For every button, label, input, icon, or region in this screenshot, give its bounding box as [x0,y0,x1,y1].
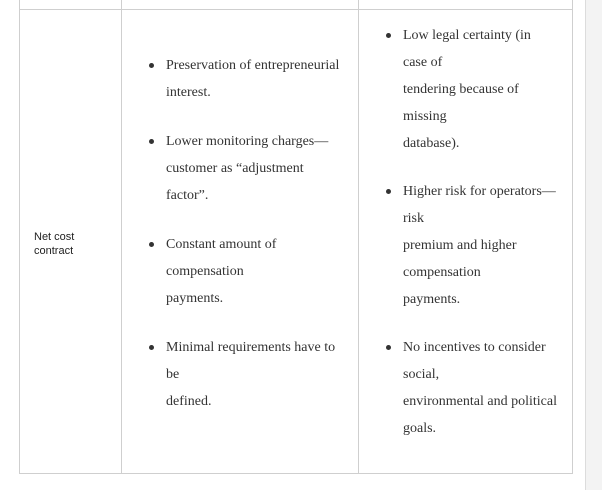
list-item: Constant amount of compensation payments. [166,231,351,312]
table-row-top-border [19,9,573,10]
row-label-net-cost-contract: Net cost contract [34,231,75,257]
list-item: Preservation of entrepreneurial interest. [166,52,351,106]
disadvantages-list [403,22,573,463]
table-border-left [19,0,20,474]
table-divider-1 [121,0,122,474]
list-item: Low legal certainty (in case of tendering because of missing database). [403,22,573,157]
bullet-icon [149,63,154,68]
table-row-bottom-border [19,473,573,474]
advantages-list [166,52,351,437]
list-item: No incentives to consider social, environmental and political goals. [403,334,573,442]
table-divider-2 [358,0,359,474]
list-item: Lower monitoring charges— customer as “adjustment factor”. [166,128,351,209]
bullet-icon [149,242,154,247]
bullet-icon [149,139,154,144]
list-item: Minimal requirements have to be defined. [166,334,351,415]
bullet-icon [386,189,391,194]
bullet-icon [149,345,154,350]
bullet-icon [386,33,391,38]
bullet-icon [386,345,391,350]
list-item: Higher risk for operators— risk premium and higher compensation payments. [403,178,573,313]
